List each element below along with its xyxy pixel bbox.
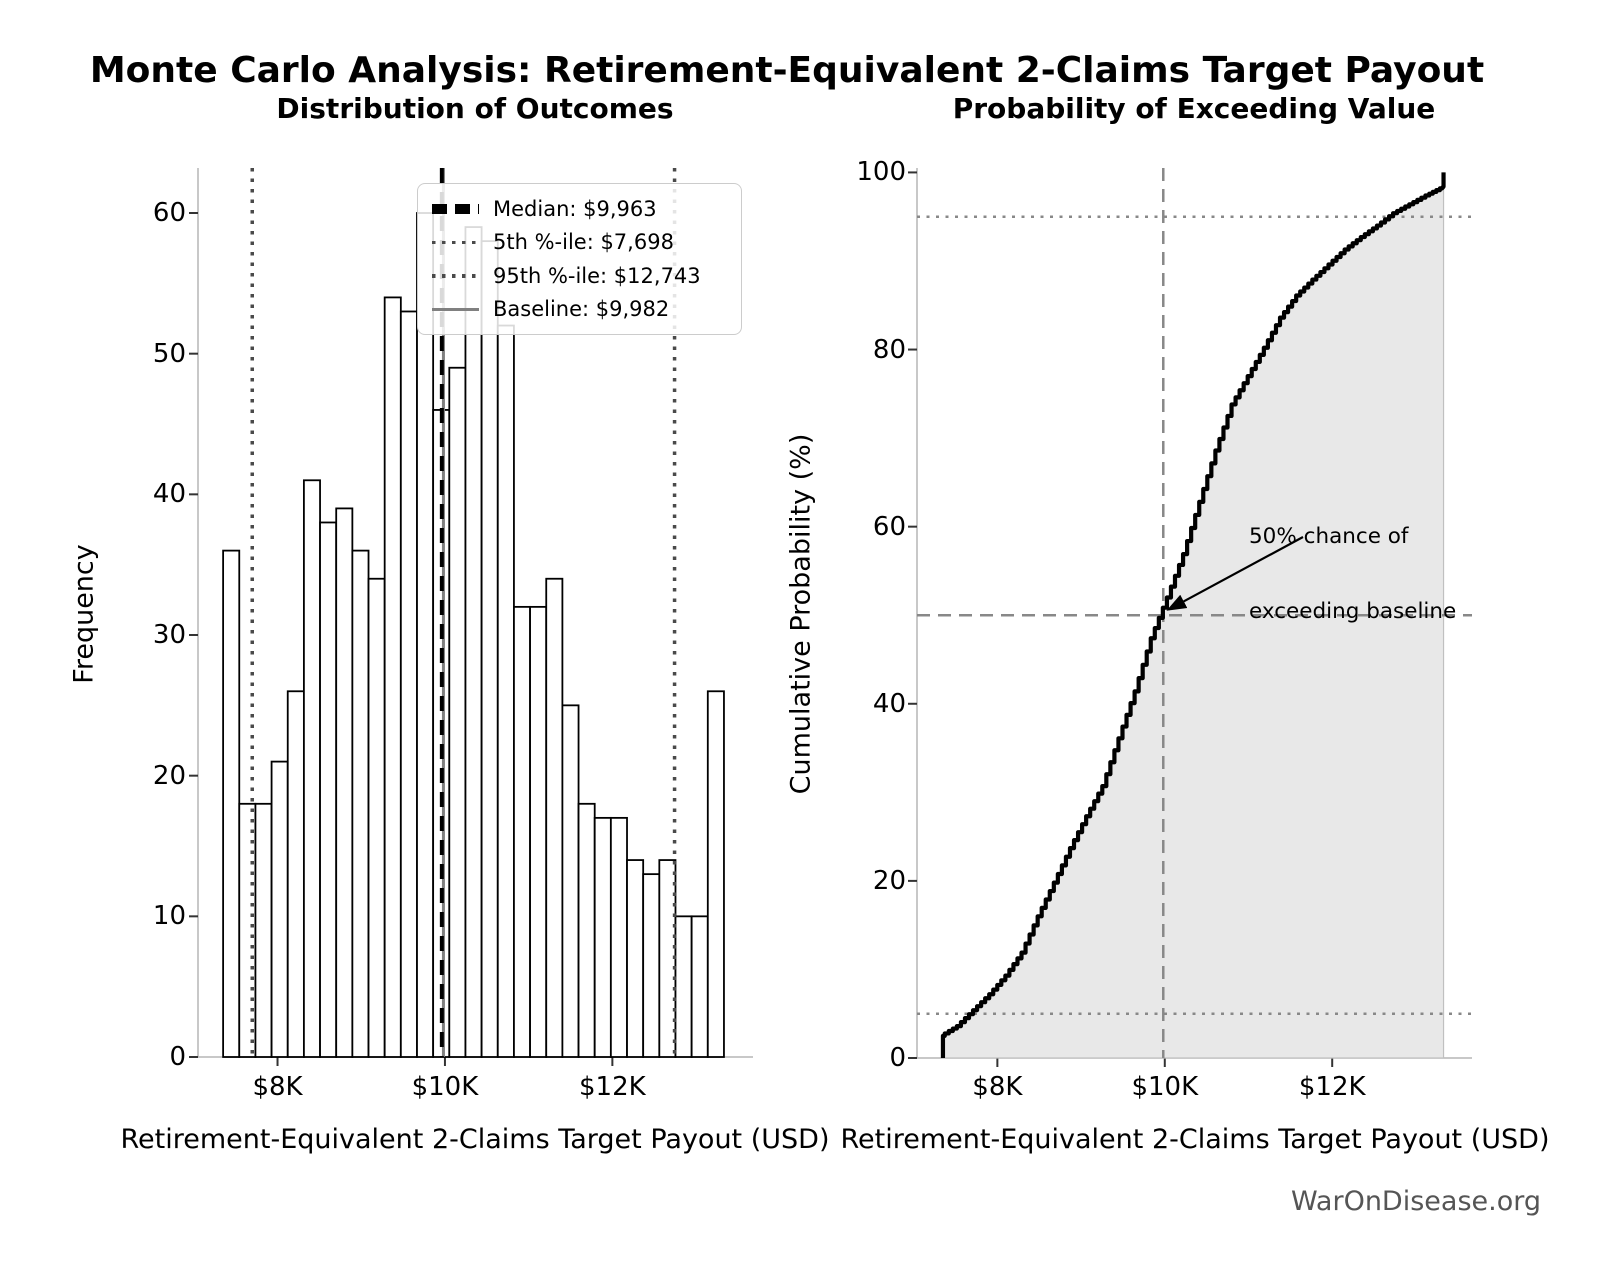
figure-title: Monte Carlo Analysis: Retirement-Equivalent 2-Claims Target Payout <box>89 50 1485 91</box>
cdf-x-axis-label: Retirement-Equivalent 2-Claims Target Payout (USD) <box>840 1124 1550 1155</box>
histogram-bar <box>562 705 578 1057</box>
legend-item-p5 <box>432 230 727 254</box>
left-y-tick-label: 20 <box>152 760 186 791</box>
histogram-bar <box>401 311 417 1057</box>
histogram-bar <box>692 916 708 1057</box>
histogram-bar <box>272 762 288 1057</box>
left-y-tick-label: 40 <box>152 479 186 510</box>
annotation-line-2: exceeding baseline <box>1249 599 1457 624</box>
histogram-x-axis-label: Retirement-Equivalent 2-Claims Target Payout (USD) <box>120 1124 830 1155</box>
histogram-bar <box>352 551 368 1057</box>
left-y-tick-label: 10 <box>152 901 186 932</box>
cdf-annotation <box>1249 474 1456 674</box>
histogram-bar <box>304 480 320 1057</box>
legend-label: Baseline: $9,982 <box>493 297 670 322</box>
histogram-bar <box>514 607 530 1057</box>
legend-item-baseline <box>432 297 727 321</box>
histogram-bar <box>336 508 352 1057</box>
left-y-tick-label: 60 <box>152 198 186 228</box>
right-y-tick-label: 20 <box>872 865 906 896</box>
histogram-bar <box>611 818 627 1057</box>
right-y-tick-label: 0 <box>889 1043 906 1073</box>
right-y-tick-label: 40 <box>872 688 906 719</box>
legend-label: Median: $9,963 <box>493 196 657 221</box>
histogram-bar <box>417 213 433 1057</box>
left-y-tick-label: 30 <box>152 620 186 650</box>
right-y-tick-label: 100 <box>856 157 906 188</box>
left-y-tick-label: 0 <box>169 1042 186 1072</box>
histogram-bar <box>465 227 481 1057</box>
dotted-line-icon <box>432 241 479 245</box>
watermark: WarOnDisease.org <box>1290 1186 1541 1217</box>
right-x-tick-label: $10K <box>1131 1072 1199 1102</box>
left-x-tick-label: $8K <box>252 1072 303 1102</box>
histogram-bar <box>385 297 401 1057</box>
histogram-bar <box>675 916 691 1057</box>
histogram-bar <box>288 691 304 1057</box>
histogram-bar <box>223 551 239 1057</box>
histogram-bars <box>223 213 724 1057</box>
legend-label: 5th %-ile: $7,698 <box>493 230 674 255</box>
histogram-bar <box>546 579 562 1057</box>
right-x-tick-label: $8K <box>972 1072 1023 1102</box>
left-x-tick-label: $12K <box>579 1072 646 1102</box>
histogram-bar <box>643 874 659 1057</box>
right-x-tick-label: $12K <box>1298 1072 1366 1102</box>
histogram-bar <box>530 607 546 1057</box>
cdf-y-axis-label: Cumulative Probability (%) <box>785 433 817 795</box>
histogram-bar <box>708 691 724 1057</box>
histogram-bar <box>369 579 385 1057</box>
histogram-bar <box>320 522 336 1057</box>
histogram-bar <box>498 326 514 1057</box>
histogram-bar <box>449 368 465 1057</box>
solid-line-icon <box>432 308 479 311</box>
histogram-title: Distribution of Outcomes <box>276 92 674 125</box>
dotted-line-icon <box>432 274 479 278</box>
left-y-tick-label: 50 <box>152 338 186 369</box>
legend-item-p95 <box>432 264 727 288</box>
histogram-bar <box>579 804 595 1057</box>
cdf-title: Probability of Exceeding Value <box>952 92 1436 125</box>
histogram-bar <box>255 804 271 1057</box>
dashed-line-icon <box>432 204 479 214</box>
legend-label: 95th %-ile: $12,743 <box>493 263 701 288</box>
legend-item-median <box>432 197 727 221</box>
histogram-bar <box>482 241 498 1057</box>
left-x-tick-label: $10K <box>411 1072 479 1102</box>
histogram-bar <box>627 860 643 1057</box>
right-y-tick-label: 80 <box>872 334 906 365</box>
annotation-line-1: 50% chance of <box>1249 524 1409 549</box>
histogram-y-axis-label: Frequency <box>68 544 100 684</box>
legend <box>417 183 742 335</box>
right-y-tick-label: 60 <box>872 511 906 542</box>
histogram-bar <box>595 818 611 1057</box>
